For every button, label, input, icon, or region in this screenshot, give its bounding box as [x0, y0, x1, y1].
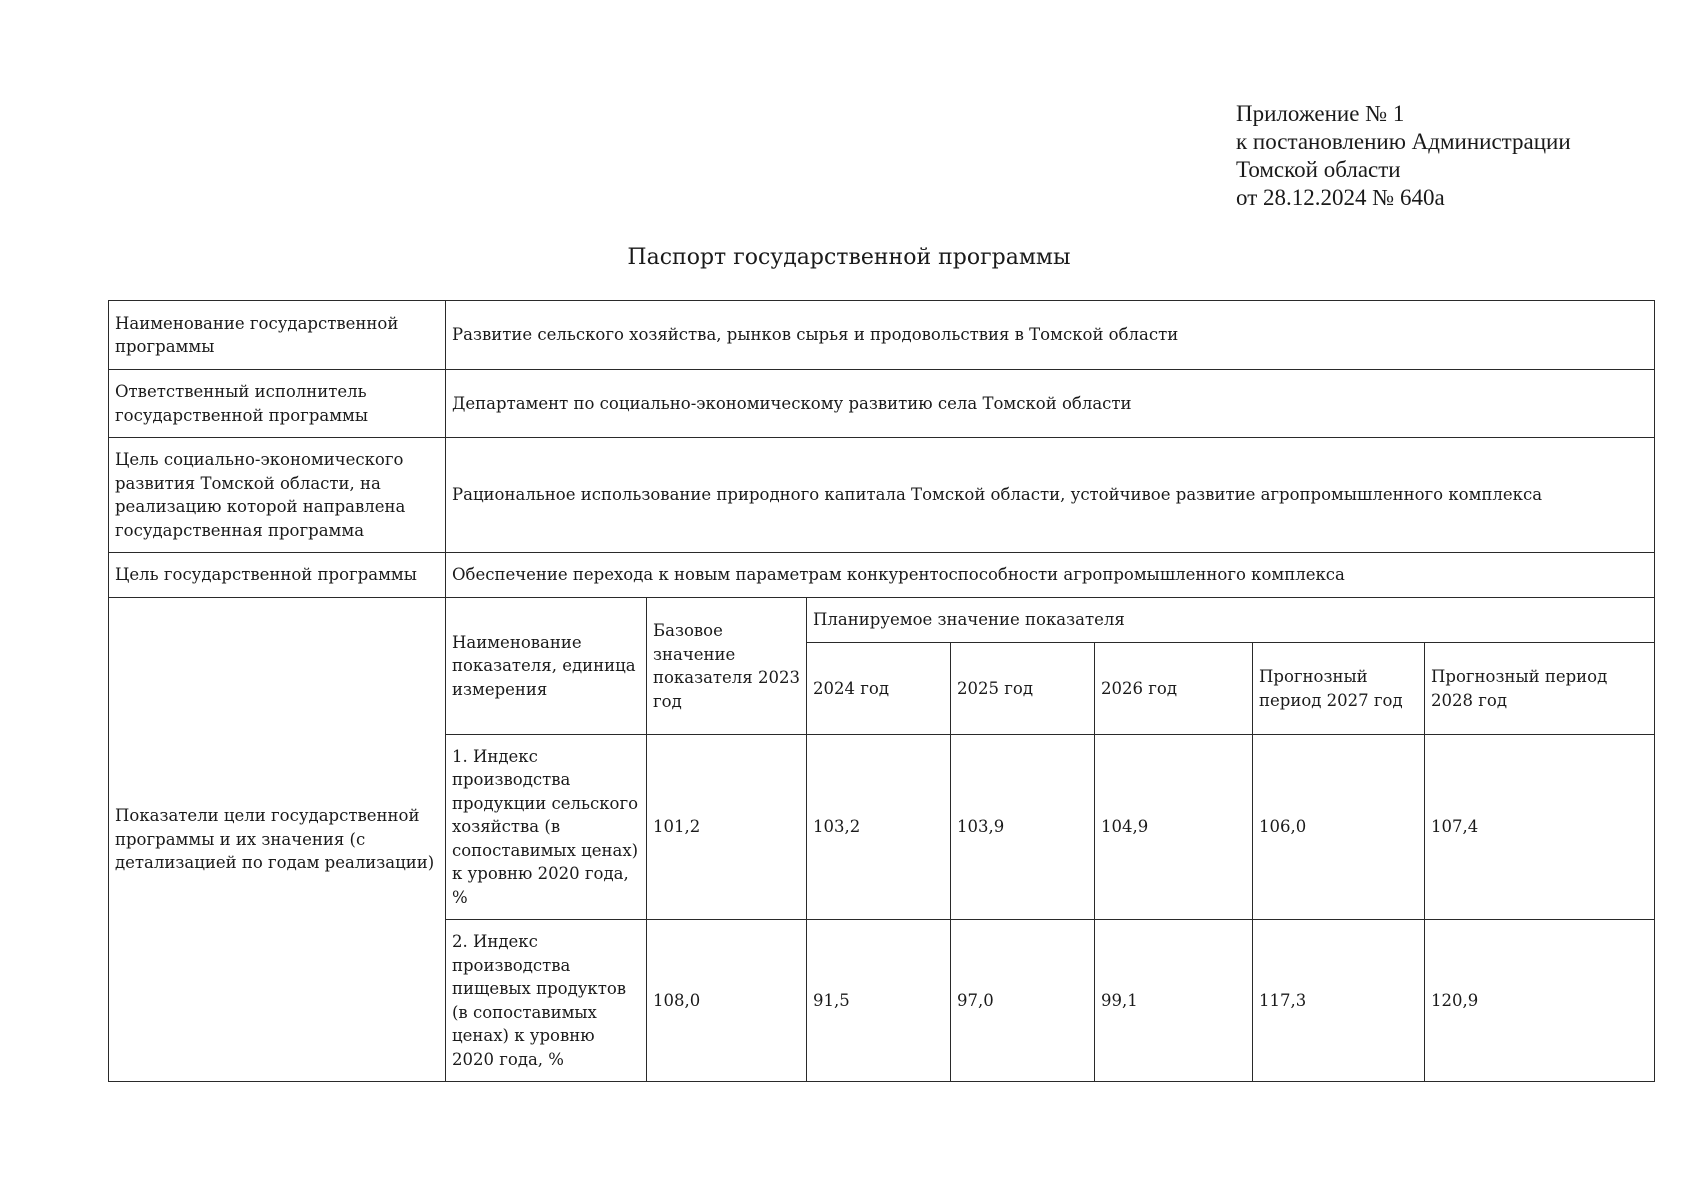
indicator-name-header: Наименование показателя, единица измерения: [446, 598, 647, 735]
indicator-base-value: 108,0: [647, 920, 807, 1082]
socio-goal-label: Цель социально-экономического развития Томской области, на реализацию которой направлена государственная программа: [109, 438, 446, 553]
program-goal-row: [109, 553, 1655, 598]
indicator-value-2027: 106,0: [1253, 735, 1425, 920]
year-2027-header: Прогнозный период 2027 год: [1253, 643, 1425, 735]
year-2028-header: Прогнозный период 2028 год: [1425, 643, 1655, 735]
program-goal-value: Обеспечение перехода к новым параметрам конкурентоспособности агропромышленного комплекса: [446, 553, 1655, 598]
indicators-header-row-1: [109, 598, 1655, 643]
year-2024-header: 2024 год: [807, 643, 951, 735]
appendix-line-2: к постановлению Администрации: [1236, 129, 1571, 154]
appendix-block: [1236, 100, 1571, 212]
executor-value: Департамент по социально-экономическому развитию села Томской области: [446, 370, 1655, 438]
year-2026-header: 2026 год: [1095, 643, 1253, 735]
base-value-header: Базовое значение показателя 2023 год: [647, 598, 807, 735]
appendix-line-4: от 28.12.2024 № 640а: [1236, 185, 1445, 210]
year-2025-header: 2025 год: [951, 643, 1095, 735]
indicator-name: 2. Индекс производства пищевых продуктов (в сопоставимых ценах) к уровню 2020 года, %: [446, 920, 647, 1082]
appendix-line-3: Томской области: [1236, 157, 1401, 182]
socio-goal-row: [109, 438, 1655, 553]
indicator-name: 1. Индекс производства продукции сельского хозяйства (в сопоставимых ценах) к уровню 2020 года, %: [446, 735, 647, 920]
indicators-label: Показатели цели государственной программы и их значения (с детализацией по годам реализации): [109, 598, 446, 1082]
indicator-value-2028: 120,9: [1425, 920, 1655, 1082]
executor-label: Ответственный исполнитель государственной программы: [109, 370, 446, 438]
program-name-value: Развитие сельского хозяйства, рынков сырья и продовольствия в Томской области: [446, 301, 1655, 370]
program-name-label: Наименование государственной программы: [109, 301, 446, 370]
indicator-value-2025: 103,9: [951, 735, 1095, 920]
program-goal-label: Цель государственной программы: [109, 553, 446, 598]
passport-table: [108, 300, 1655, 1082]
indicator-value-2027: 117,3: [1253, 920, 1425, 1082]
indicator-value-2025: 97,0: [951, 920, 1095, 1082]
indicator-value-2026: 99,1: [1095, 920, 1253, 1082]
appendix-line-1: Приложение № 1: [1236, 101, 1405, 126]
socio-goal-value: Рациональное использование природного капитала Томской области, устойчивое развитие агропромышленного комплекса: [446, 438, 1655, 553]
program-name-row: [109, 301, 1655, 370]
document-title: Паспорт государственной программы: [627, 245, 1071, 270]
indicator-value-2026: 104,9: [1095, 735, 1253, 920]
indicator-value-2024: 103,2: [807, 735, 951, 920]
indicator-value-2028: 107,4: [1425, 735, 1655, 920]
planned-value-header: Планируемое значение показателя: [807, 598, 1655, 643]
executor-row: [109, 370, 1655, 438]
indicator-value-2024: 91,5: [807, 920, 951, 1082]
indicator-base-value: 101,2: [647, 735, 807, 920]
